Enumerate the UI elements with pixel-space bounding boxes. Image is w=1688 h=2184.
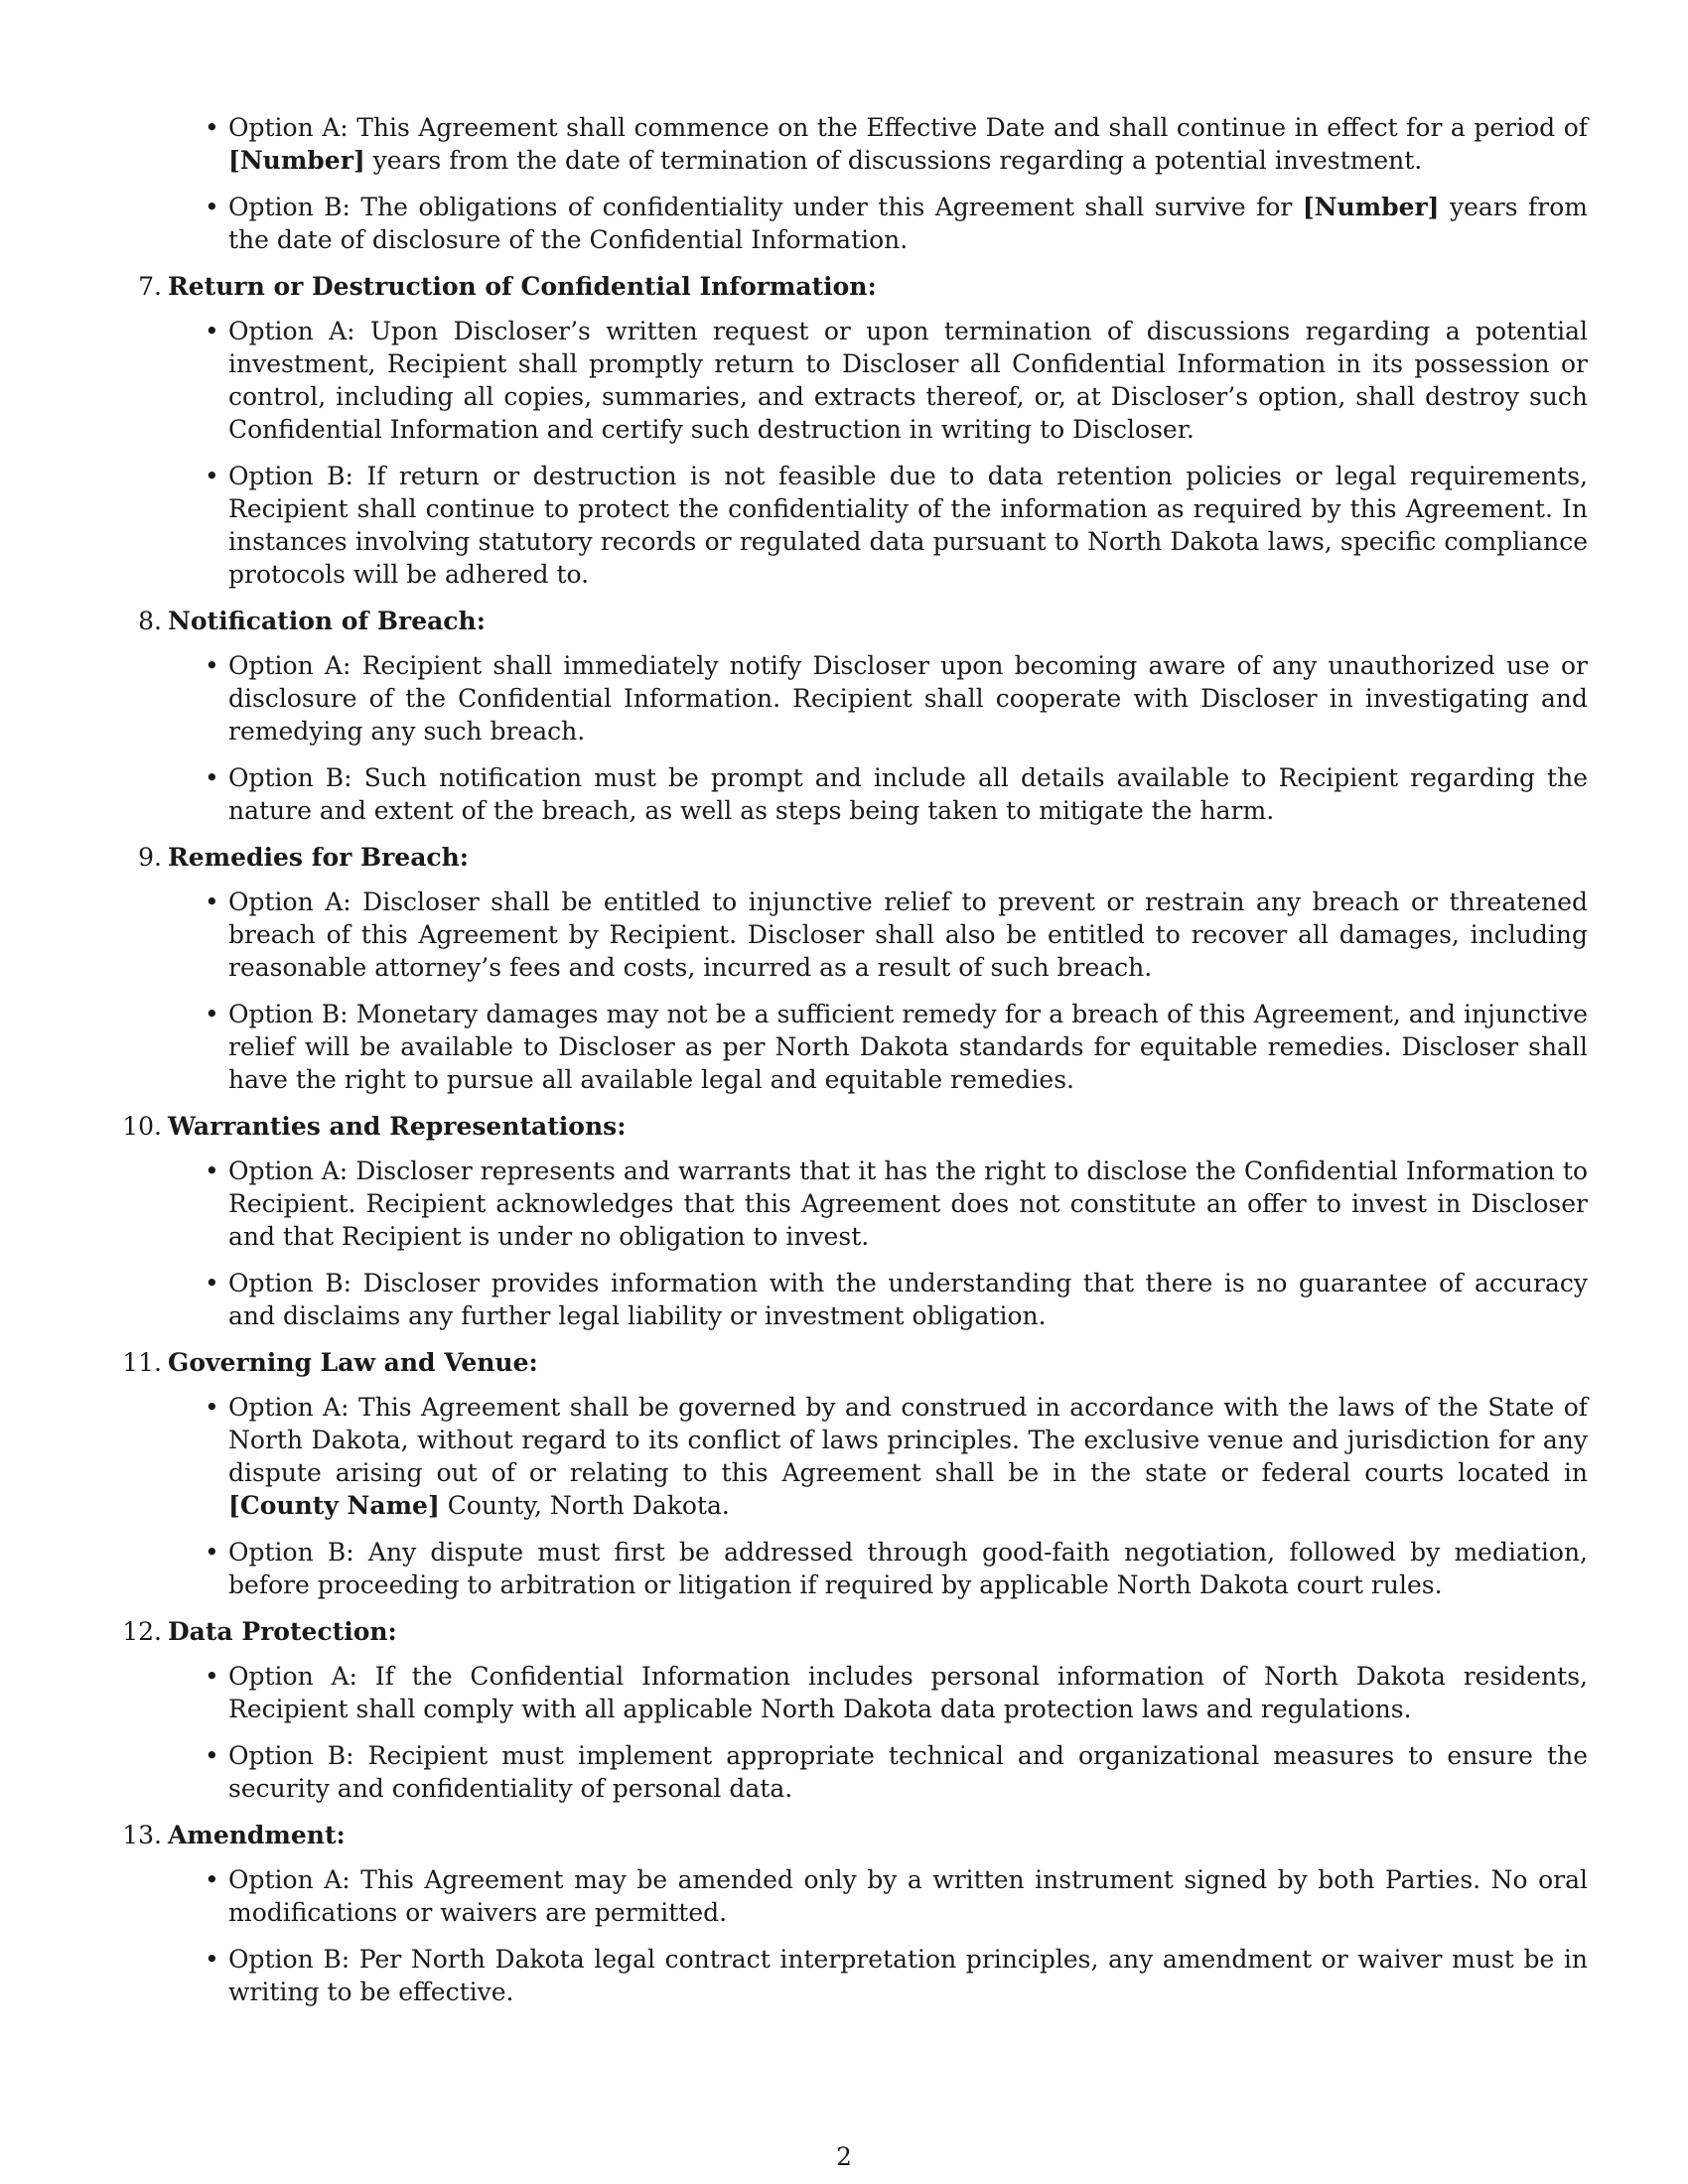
section-title: Warranties and Representations: <box>168 1112 627 1141</box>
option-text: Option A: This Agreement shall be governed by and construed in accordance with the laws of the State of North Dakota, without regard to its conflict of laws principles. The exclusive venue and jurisdiction for any dispute arising out of or relating to this Agreement shall be in the state or federal courts located in <box>228 1393 1588 1487</box>
option-item <box>228 649 1588 748</box>
option-text: Option B: Discloser provides information with the understanding that there is no guarantee of accuracy and disclaims any further legal liability or investment obligation. <box>228 1269 1588 1330</box>
section-title: Data Protection: <box>168 1617 397 1646</box>
option-item <box>228 1391 1588 1522</box>
section-list <box>122 270 1588 2008</box>
option-list <box>168 1660 1588 1805</box>
section-number: 13. <box>122 1821 162 1849</box>
option-item <box>228 998 1588 1096</box>
section-item <box>122 1615 1588 1805</box>
option-list <box>168 886 1588 1096</box>
option-item <box>228 460 1588 591</box>
section-item <box>122 1110 1588 1332</box>
option-text: Option B: Per North Dakota legal contract interpretation principles, any amendment or waiver must be in writing to be effective. <box>228 1945 1588 2006</box>
section-item <box>122 1346 1588 1601</box>
option-text: Option B: Any dispute must first be addressed through good-faith negotiation, followed by mediation, before proceeding to arbitration or litigation if required by applicable North Dakota court rules. <box>228 1538 1588 1599</box>
option-item <box>228 1155 1588 1253</box>
section-number: 8. <box>138 607 162 635</box>
placeholder-field: [County Name] <box>228 1491 440 1520</box>
option-text: Option A: Discloser shall be entitled to injunctive relief to prevent or restrain any breach or threatened breach of this Agreement by Recipient. Discloser shall also be entitled to recover all damages, including reasonable attorney’s fees and costs, incurred as a result of such breach. <box>228 887 1588 982</box>
section-item <box>122 1819 1588 2008</box>
option-item <box>228 315 1588 446</box>
option-text: Option B: Such notification must be prompt and include all details available to Recipient regarding the nature and extent of the breach, as well as steps being taken to mitigate the harm. <box>228 763 1588 825</box>
option-text: Option A: If the Confidential Information includes personal information of North Dakota residents, Recipient shall comply with all applicable North Dakota data protection laws and regulations. <box>228 1662 1588 1723</box>
placeholder-field: [Number] <box>1302 193 1440 221</box>
option-text: County, North Dakota. <box>439 1491 730 1520</box>
option-text: Option A: This Agreement shall commence on the Effective Date and shall continue in effect for a period of <box>228 113 1588 142</box>
section-number: 7. <box>138 272 162 301</box>
section-item <box>138 605 1588 827</box>
continued-option-list <box>168 111 1588 256</box>
option-item <box>228 1863 1588 1929</box>
page-number: 2 <box>836 2142 852 2171</box>
option-item <box>228 1660 1588 1725</box>
option-text: Option B: If return or destruction is not feasible due to data retention policies or legal requirements, Recipient shall continue to protect the confidentiality of the information as required by this Agreement. In instances involving statutory records or regulated data pursuant to North Dakota laws, specific compliance protocols will be adhered to. <box>228 462 1588 589</box>
option-text: Option A: Upon Discloser’s written request or upon termination of discussions regarding a potential investment, Recipient shall promptly return to Discloser all Confidential Information in its possession or control, including all copies, summaries, and extracts thereof, or, at Discloser’s option, shall destroy such Confidential Information and certify such destruction in writing to Discloser. <box>228 317 1588 444</box>
option-text: Option B: Monetary damages may not be a sufficient remedy for a breach of this Agreement, and injunctive relief will be available to Discloser as per North Dakota standards for equitable remedies. Discloser shall have the right to pursue all available legal and equitable remedies. <box>228 1000 1588 1094</box>
section-item <box>138 270 1588 591</box>
option-item <box>228 1943 1588 2008</box>
section-title: Notification of Breach: <box>168 607 486 635</box>
section-title: Return or Destruction of Confidential Information: <box>168 272 877 301</box>
option-list <box>168 315 1588 591</box>
document-page <box>122 99 1588 2022</box>
section-number: 12. <box>122 1617 162 1646</box>
section-number: 9. <box>138 843 162 872</box>
option-item <box>228 1267 1588 1332</box>
option-list <box>168 1391 1588 1601</box>
section-title: Governing Law and Venue: <box>168 1348 538 1377</box>
option-text: Option B: Recipient must implement appropriate technical and organizational measures to ensure the security and confidentiality of personal data. <box>228 1741 1588 1803</box>
placeholder-field: [Number] <box>228 146 365 175</box>
option-text: years from the date of termination of discussions regarding a potential investment. <box>364 146 1423 175</box>
section-number: 11. <box>122 1348 162 1377</box>
option-item <box>228 111 1588 177</box>
option-list <box>168 1155 1588 1332</box>
option-text: Option A: Recipient shall immediately notify Discloser upon becoming aware of any unauthorized use or disclosure of the Confidential Information. Recipient shall cooperate with Discloser in investigating and remedying any such breach. <box>228 651 1588 746</box>
section-title: Amendment: <box>168 1821 346 1849</box>
option-item <box>228 191 1588 256</box>
option-text: Option B: The obligations of confidentiality under this Agreement shall survive for <box>228 193 1303 221</box>
option-text: years from the date of disclosure of the Confidential Information. <box>228 193 1588 254</box>
section-number: 10. <box>122 1112 162 1141</box>
option-text: Option A: Discloser represents and warrants that it has the right to disclose the Confidential Information to Recipient. Recipient acknowledges that this Agreement does not constitute an offer to invest in Discloser and that Recipient is under no obligation to invest. <box>228 1157 1588 1251</box>
section-item <box>138 841 1588 1096</box>
option-list <box>168 1863 1588 2008</box>
option-item <box>228 1536 1588 1601</box>
option-item <box>228 886 1588 984</box>
option-item <box>228 761 1588 827</box>
section-title: Remedies for Breach: <box>168 843 470 872</box>
option-list <box>168 649 1588 827</box>
option-text: Option A: This Agreement may be amended only by a written instrument signed by both Parties. No oral modifications or waivers are permitted. <box>228 1865 1588 1927</box>
option-item <box>228 1739 1588 1805</box>
